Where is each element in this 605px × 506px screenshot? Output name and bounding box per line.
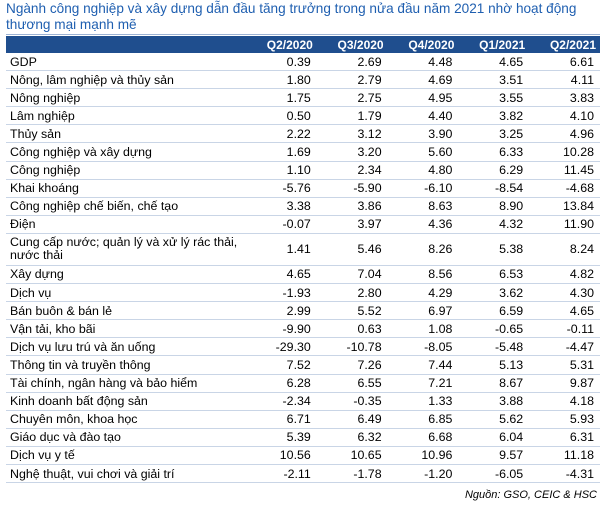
- table-row: [6, 161, 600, 179]
- value-cell: 8.56: [388, 265, 459, 283]
- value-cell: 6.68: [388, 428, 459, 446]
- value-cell: 6.49: [317, 410, 388, 428]
- value-cell: 9.87: [529, 374, 600, 392]
- value-cell: 6.59: [458, 302, 529, 320]
- value-cell: 5.62: [458, 410, 529, 428]
- value-cell: 3.97: [317, 215, 388, 233]
- value-cell: 6.85: [388, 410, 459, 428]
- table-body: [6, 53, 600, 483]
- value-cell: 3.90: [388, 125, 459, 143]
- value-cell: 8.26: [388, 233, 459, 265]
- table-header-row: [6, 36, 600, 53]
- row-label: Giáo dục và đào tạo: [6, 428, 246, 446]
- title-divider: [6, 34, 600, 35]
- value-cell: -8.05: [388, 338, 459, 356]
- value-cell: 8.63: [388, 197, 459, 215]
- value-cell: 1.80: [246, 71, 317, 89]
- value-cell: 3.88: [458, 392, 529, 410]
- value-cell: -0.35: [317, 392, 388, 410]
- value-cell: 5.38: [458, 233, 529, 265]
- table-row: [6, 179, 600, 197]
- table-row: [6, 107, 600, 125]
- value-cell: 3.12: [317, 125, 388, 143]
- value-cell: -1.20: [388, 464, 459, 482]
- column-header: Q3/2020: [317, 36, 388, 53]
- value-cell: 3.55: [458, 89, 529, 107]
- value-cell: 5.60: [388, 143, 459, 161]
- value-cell: 8.24: [529, 233, 600, 265]
- value-cell: 10.28: [529, 143, 600, 161]
- source-note: Nguồn: GSO, CEIC & HSC: [464, 489, 597, 501]
- value-cell: 4.65: [529, 302, 600, 320]
- row-label: Lâm nghiệp: [6, 107, 246, 125]
- row-label: Cung cấp nước; quản lý và xử lý rác thải, nước thải: [6, 233, 246, 265]
- row-label: Kinh doanh bất động sản: [6, 392, 246, 410]
- value-cell: 0.63: [317, 320, 388, 338]
- value-cell: 3.82: [458, 107, 529, 125]
- value-cell: 5.46: [317, 233, 388, 265]
- column-header: Q1/2021: [458, 36, 529, 53]
- value-cell: 8.90: [458, 197, 529, 215]
- value-cell: 4.36: [388, 215, 459, 233]
- row-label: Điện: [6, 215, 246, 233]
- table-row: [6, 392, 600, 410]
- value-cell: 4.96: [529, 125, 600, 143]
- table-row: [6, 428, 600, 446]
- table-row: [6, 410, 600, 428]
- value-cell: 4.11: [529, 71, 600, 89]
- table-row: [6, 284, 600, 302]
- value-cell: 2.22: [246, 125, 317, 143]
- value-cell: -5.76: [246, 179, 317, 197]
- table-row: [6, 71, 600, 89]
- value-cell: 2.69: [317, 53, 388, 71]
- column-header: Q2/2020: [246, 36, 317, 53]
- value-cell: 1.08: [388, 320, 459, 338]
- value-cell: 4.29: [388, 284, 459, 302]
- table-title: Ngành công nghiệp và xây dựng dẫn đầu tăng trưởng trong nửa đầu năm 2021 nhờ hoạt động thương mại mạnh mẽ: [6, 1, 577, 32]
- value-cell: 6.33: [458, 143, 529, 161]
- value-cell: 10.65: [317, 446, 388, 464]
- value-cell: -4.47: [529, 338, 600, 356]
- value-cell: -5.48: [458, 338, 529, 356]
- value-cell: 6.04: [458, 428, 529, 446]
- row-label: Chuyên môn, khoa học: [6, 410, 246, 428]
- column-header: Q4/2020: [388, 36, 459, 53]
- table-row: [6, 320, 600, 338]
- row-label: Dịch vụ: [6, 284, 246, 302]
- row-label: Thủy sản: [6, 125, 246, 143]
- value-cell: 4.69: [388, 71, 459, 89]
- value-cell: 8.67: [458, 374, 529, 392]
- row-label: Công nghiệp và xây dựng: [6, 143, 246, 161]
- growth-table: [6, 36, 600, 483]
- value-cell: 3.20: [317, 143, 388, 161]
- value-cell: 0.50: [246, 107, 317, 125]
- value-cell: 6.53: [458, 265, 529, 283]
- value-cell: 11.18: [529, 446, 600, 464]
- value-cell: 4.40: [388, 107, 459, 125]
- value-cell: 5.52: [317, 302, 388, 320]
- row-label: Nông nghiệp: [6, 89, 246, 107]
- value-cell: -4.68: [529, 179, 600, 197]
- row-label: Thông tin và truyền thông: [6, 356, 246, 374]
- value-cell: 10.56: [246, 446, 317, 464]
- table-row: [6, 464, 600, 482]
- value-cell: 4.30: [529, 284, 600, 302]
- value-cell: 5.13: [458, 356, 529, 374]
- value-cell: -1.78: [317, 464, 388, 482]
- column-header: Q2/2021: [529, 36, 600, 53]
- value-cell: 6.32: [317, 428, 388, 446]
- value-cell: 1.75: [246, 89, 317, 107]
- table-row: [6, 302, 600, 320]
- row-label: Công nghiệp chế biến, chế tạo: [6, 197, 246, 215]
- value-cell: 7.52: [246, 356, 317, 374]
- value-cell: 3.38: [246, 197, 317, 215]
- table-row: [6, 143, 600, 161]
- value-cell: 7.26: [317, 356, 388, 374]
- row-label: Công nghiệp: [6, 161, 246, 179]
- value-cell: 4.32: [458, 215, 529, 233]
- row-label: GDP: [6, 53, 246, 71]
- value-cell: 5.39: [246, 428, 317, 446]
- table-row: [6, 197, 600, 215]
- value-cell: -9.90: [246, 320, 317, 338]
- value-cell: -0.65: [458, 320, 529, 338]
- value-cell: 1.10: [246, 161, 317, 179]
- value-cell: 4.18: [529, 392, 600, 410]
- value-cell: -10.78: [317, 338, 388, 356]
- value-cell: 6.31: [529, 428, 600, 446]
- value-cell: -6.05: [458, 464, 529, 482]
- row-label: Tài chính, ngân hàng và bảo hiểm: [6, 374, 246, 392]
- value-cell: -4.31: [529, 464, 600, 482]
- value-cell: 13.84: [529, 197, 600, 215]
- value-cell: 10.96: [388, 446, 459, 464]
- row-label: Dịch vụ lưu trú và ăn uống: [6, 338, 246, 356]
- table-row: [6, 446, 600, 464]
- value-cell: 6.28: [246, 374, 317, 392]
- value-cell: 1.33: [388, 392, 459, 410]
- value-cell: 6.55: [317, 374, 388, 392]
- value-cell: 2.80: [317, 284, 388, 302]
- value-cell: -1.93: [246, 284, 317, 302]
- row-label: Bán buôn & bán lẻ: [6, 302, 246, 320]
- value-cell: -0.11: [529, 320, 600, 338]
- value-cell: -2.11: [246, 464, 317, 482]
- value-cell: 5.93: [529, 410, 600, 428]
- table-row: [6, 233, 600, 265]
- value-cell: 2.34: [317, 161, 388, 179]
- value-cell: 2.75: [317, 89, 388, 107]
- value-cell: 1.79: [317, 107, 388, 125]
- value-cell: 7.04: [317, 265, 388, 283]
- row-label: Xây dựng: [6, 265, 246, 283]
- column-header: [6, 36, 246, 53]
- row-label: Nông, lâm nghiệp và thủy sản: [6, 71, 246, 89]
- value-cell: 6.29: [458, 161, 529, 179]
- value-cell: -2.34: [246, 392, 317, 410]
- value-cell: -6.10: [388, 179, 459, 197]
- table-row: [6, 356, 600, 374]
- value-cell: 4.82: [529, 265, 600, 283]
- table-row: [6, 338, 600, 356]
- value-cell: 2.99: [246, 302, 317, 320]
- value-cell: 0.39: [246, 53, 317, 71]
- value-cell: 4.48: [388, 53, 459, 71]
- value-cell: 11.90: [529, 215, 600, 233]
- value-cell: 3.86: [317, 197, 388, 215]
- value-cell: 11.45: [529, 161, 600, 179]
- value-cell: 2.79: [317, 71, 388, 89]
- value-cell: 4.65: [458, 53, 529, 71]
- value-cell: 6.61: [529, 53, 600, 71]
- table-row: [6, 89, 600, 107]
- table-row: [6, 215, 600, 233]
- value-cell: 9.57: [458, 446, 529, 464]
- value-cell: 7.44: [388, 356, 459, 374]
- value-cell: 1.41: [246, 233, 317, 265]
- value-cell: 5.31: [529, 356, 600, 374]
- value-cell: -29.30: [246, 338, 317, 356]
- value-cell: 3.25: [458, 125, 529, 143]
- value-cell: 6.71: [246, 410, 317, 428]
- value-cell: 4.80: [388, 161, 459, 179]
- value-cell: -8.54: [458, 179, 529, 197]
- value-cell: 7.21: [388, 374, 459, 392]
- value-cell: 4.10: [529, 107, 600, 125]
- table-row: [6, 374, 600, 392]
- value-cell: 4.95: [388, 89, 459, 107]
- table-row: [6, 265, 600, 283]
- value-cell: 4.65: [246, 265, 317, 283]
- table-row: [6, 53, 600, 71]
- row-label: Nghệ thuật, vui chơi và giải trí: [6, 464, 246, 482]
- row-label: Dịch vụ y tế: [6, 446, 246, 464]
- value-cell: 3.83: [529, 89, 600, 107]
- value-cell: 3.51: [458, 71, 529, 89]
- value-cell: 3.62: [458, 284, 529, 302]
- row-label: Khai khoáng: [6, 179, 246, 197]
- value-cell: -5.90: [317, 179, 388, 197]
- value-cell: 1.69: [246, 143, 317, 161]
- table-row: [6, 125, 600, 143]
- value-cell: -0.07: [246, 215, 317, 233]
- row-label: Vận tải, kho bãi: [6, 320, 246, 338]
- value-cell: 6.97: [388, 302, 459, 320]
